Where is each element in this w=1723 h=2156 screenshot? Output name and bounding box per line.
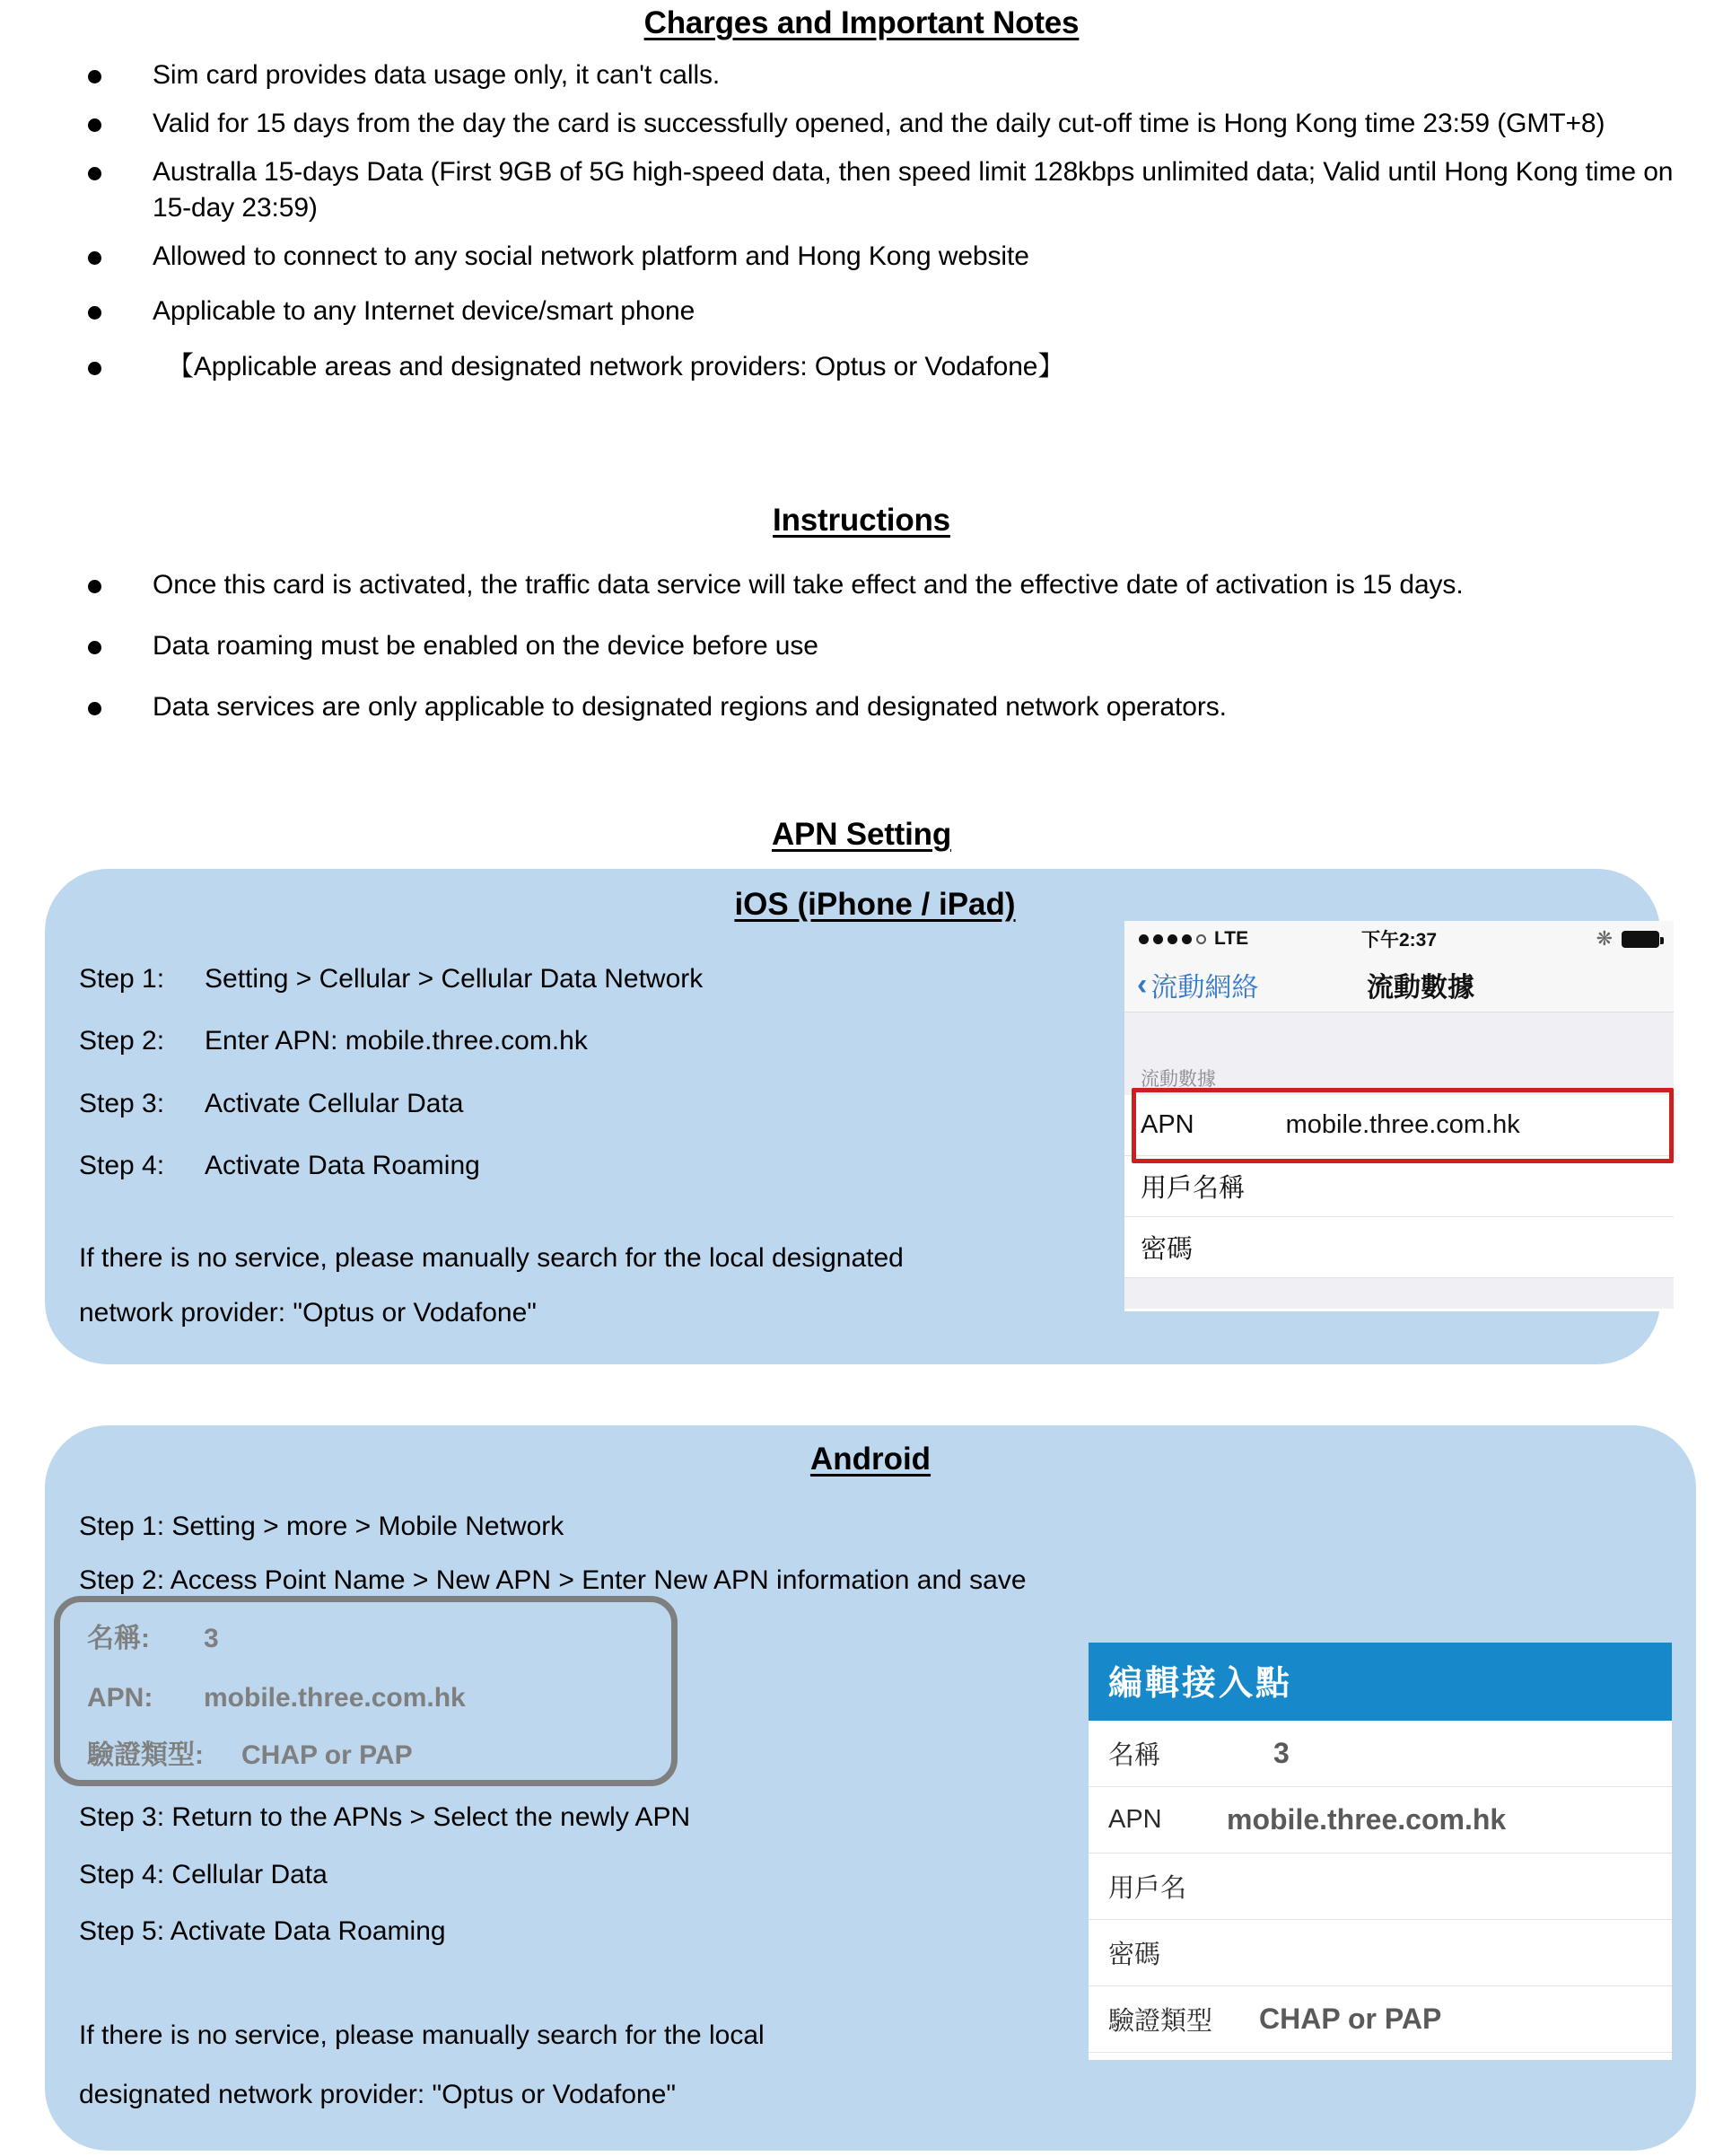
android-auth-value: CHAP or PAP bbox=[1259, 2003, 1442, 2035]
ios-group-header: 流動數據 bbox=[1124, 1065, 1674, 1095]
bullet-icon bbox=[88, 362, 101, 375]
android-auth-row[interactable] bbox=[1089, 1986, 1672, 2053]
apn-setting-title: APN Setting bbox=[771, 817, 952, 852]
ios-apn-key: APN bbox=[1141, 1110, 1194, 1139]
bullet-icon bbox=[88, 251, 101, 265]
list-item-text: Australla 15-days Data (First 9GB of 5G high-speed data, then speed limit 128kbps unlimited data; Valid until Hong Kong time on 15-day 23:59) bbox=[153, 156, 1674, 223]
android-step-5: Step 5: Activate Data Roaming bbox=[79, 1916, 446, 1946]
back-button-label: 流動網絡 bbox=[1150, 972, 1259, 1003]
list-item-text: Allowed to connect to any social network platform and Hong Kong website bbox=[153, 241, 1029, 271]
status-bar-time: 下午2:37 bbox=[1360, 930, 1438, 951]
list-item-text: 【Applicable areas and designated network providers: Optus or Vodafone】 bbox=[167, 352, 1065, 382]
bullet-icon bbox=[88, 641, 101, 654]
android-auth-key: 驗證類型 bbox=[1108, 2007, 1213, 2036]
ios-group-spacer bbox=[1124, 1012, 1674, 1065]
bullet-icon bbox=[88, 70, 101, 83]
charges-section bbox=[0, 0, 1723, 398]
android-step-2: Step 2: Access Point Name > New APN > Enter New APN information and save bbox=[79, 1565, 1027, 1595]
android-apn-callout bbox=[54, 1596, 678, 1786]
ios-status-bar bbox=[1124, 921, 1674, 957]
list-item-text: Valid for 15 days from the day the card is successfully opened, and the daily cut-off time is Hong Kong time 23:59 (GMT+8) bbox=[153, 108, 1605, 138]
android-apn-key: APN bbox=[1108, 1805, 1162, 1834]
list-item bbox=[0, 567, 1723, 603]
bullet-icon bbox=[88, 702, 101, 715]
android-username-key: 用戶名 bbox=[1108, 1874, 1187, 1903]
bullet-icon bbox=[88, 580, 101, 593]
android-name-value: 3 bbox=[1273, 1737, 1290, 1769]
android-panel-title: Android bbox=[809, 1442, 931, 1477]
android-password-key: 密碼 bbox=[1108, 1941, 1161, 1969]
ios-panel bbox=[45, 869, 1660, 1364]
list-item bbox=[0, 154, 1696, 226]
ios-step-2-text: Enter APN: mobile.three.com.hk bbox=[205, 1026, 588, 1056]
callout-apn-value: mobile.three.com.hk bbox=[204, 1683, 466, 1713]
bluetooth-icon: ❋ bbox=[1596, 927, 1613, 950]
android-screenshot bbox=[1089, 1643, 1672, 2060]
ios-steps bbox=[79, 962, 703, 1184]
ios-step-1-text: Setting > Cellular > Cellular Data Network bbox=[205, 964, 704, 994]
ios-password-key: 密碼 bbox=[1141, 1235, 1194, 1264]
android-note-line-1: If there is no service, please manually search for the local bbox=[79, 2020, 765, 2050]
callout-name-value: 3 bbox=[204, 1624, 219, 1653]
ios-password-row[interactable] bbox=[1124, 1217, 1674, 1278]
ios-step-1-label: Step 1: bbox=[79, 964, 165, 994]
list-item-text: Sim card provides data usage only, it can't calls. bbox=[153, 60, 721, 90]
android-step-3: Step 3: Return to the APNs > Select the newly APN bbox=[79, 1802, 691, 1832]
ios-username-row[interactable] bbox=[1124, 1156, 1674, 1217]
ios-note bbox=[79, 1240, 904, 1330]
callout-auth-value: CHAP or PAP bbox=[241, 1740, 413, 1770]
callout-name-row bbox=[87, 1626, 219, 1652]
ios-bottom-fill bbox=[1124, 1278, 1674, 1309]
ios-nav-title: 流動數據 bbox=[1367, 972, 1474, 1003]
list-item-text: Applicable to any Internet device/smart phone bbox=[153, 296, 695, 327]
charges-list bbox=[0, 57, 1723, 385]
callout-auth-key: 驗證類型: bbox=[87, 1740, 204, 1770]
ios-apn-value: mobile.three.com.hk bbox=[1285, 1110, 1520, 1139]
instructions-list bbox=[0, 567, 1723, 725]
ios-step-3-text: Activate Cellular Data bbox=[205, 1088, 464, 1118]
list-item-text: Data services are only applicable to designated regions and designated network operators. bbox=[153, 691, 1227, 722]
ios-note-line-2: network provider: "Optus or Vodafone" bbox=[79, 1298, 537, 1328]
bullet-icon bbox=[88, 306, 101, 320]
list-item bbox=[0, 57, 1723, 93]
android-step-1: Step 1: Setting > more > Mobile Network bbox=[79, 1512, 564, 1541]
list-item bbox=[0, 239, 1723, 275]
ios-nav-bar bbox=[1124, 957, 1674, 1012]
android-screenshot-header: 編輯接入點 bbox=[1089, 1643, 1672, 1721]
battery-icon bbox=[1622, 931, 1659, 948]
android-note-line-2: designated network provider: "Optus or Vodafone" bbox=[79, 2080, 677, 2109]
ios-step-3-label: Step 3: bbox=[79, 1088, 165, 1118]
list-item bbox=[0, 349, 1723, 385]
list-item-text: Once this card is activated, the traffic data service will take effect and the effective date of activation is 15 days. bbox=[153, 570, 1464, 600]
android-name-key: 名稱 bbox=[1108, 1741, 1161, 1770]
chevron-left-icon: ‹ bbox=[1137, 967, 1148, 1002]
instructions-title: Instructions bbox=[773, 503, 950, 538]
ios-note-line-1: If there is no service, please manually search for the local designated bbox=[79, 1243, 904, 1273]
android-apn-value: mobile.three.com.hk bbox=[1227, 1803, 1507, 1836]
ios-step-2 bbox=[79, 1024, 703, 1058]
android-name-row[interactable] bbox=[1089, 1721, 1672, 1787]
ios-step-4-text: Activate Data Roaming bbox=[205, 1151, 480, 1181]
ios-panel-title: iOS (iPhone / iPad) bbox=[734, 887, 1016, 922]
ios-step-1 bbox=[79, 962, 703, 996]
charges-title: Charges and Important Notes bbox=[643, 5, 1080, 40]
android-panel bbox=[45, 1425, 1696, 2151]
callout-auth-row bbox=[87, 1742, 413, 1769]
callout-apn-key: APN: bbox=[87, 1683, 153, 1713]
android-step-4: Step 4: Cellular Data bbox=[79, 1860, 328, 1889]
ios-step-3 bbox=[79, 1087, 703, 1121]
list-item bbox=[0, 106, 1678, 142]
list-item bbox=[0, 689, 1723, 725]
ios-screenshot bbox=[1124, 921, 1674, 1311]
list-item-text: Data roaming must be enabled on the device before use bbox=[153, 630, 818, 661]
ios-step-2-label: Step 2: bbox=[79, 1026, 165, 1056]
callout-apn-row bbox=[87, 1685, 466, 1712]
back-button[interactable] bbox=[1124, 965, 1258, 1004]
android-apn-row[interactable] bbox=[1089, 1787, 1672, 1854]
list-item bbox=[0, 628, 1723, 664]
list-item bbox=[0, 294, 1723, 329]
callout-name-key: 名稱: bbox=[87, 1624, 150, 1653]
bullet-icon bbox=[88, 167, 101, 180]
instructions-section bbox=[0, 503, 1723, 738]
ios-step-4-label: Step 4: bbox=[79, 1151, 165, 1181]
ios-step-4 bbox=[79, 1149, 703, 1183]
carrier-label: LTE bbox=[1214, 928, 1249, 949]
apn-highlight-box bbox=[1132, 1088, 1674, 1163]
ios-username-key: 用戶名稱 bbox=[1141, 1174, 1246, 1203]
bullet-icon bbox=[88, 118, 101, 132]
android-password-row[interactable] bbox=[1089, 1920, 1672, 1986]
android-screenshot-tail bbox=[1089, 2053, 1672, 2060]
android-username-row[interactable] bbox=[1089, 1854, 1672, 1920]
